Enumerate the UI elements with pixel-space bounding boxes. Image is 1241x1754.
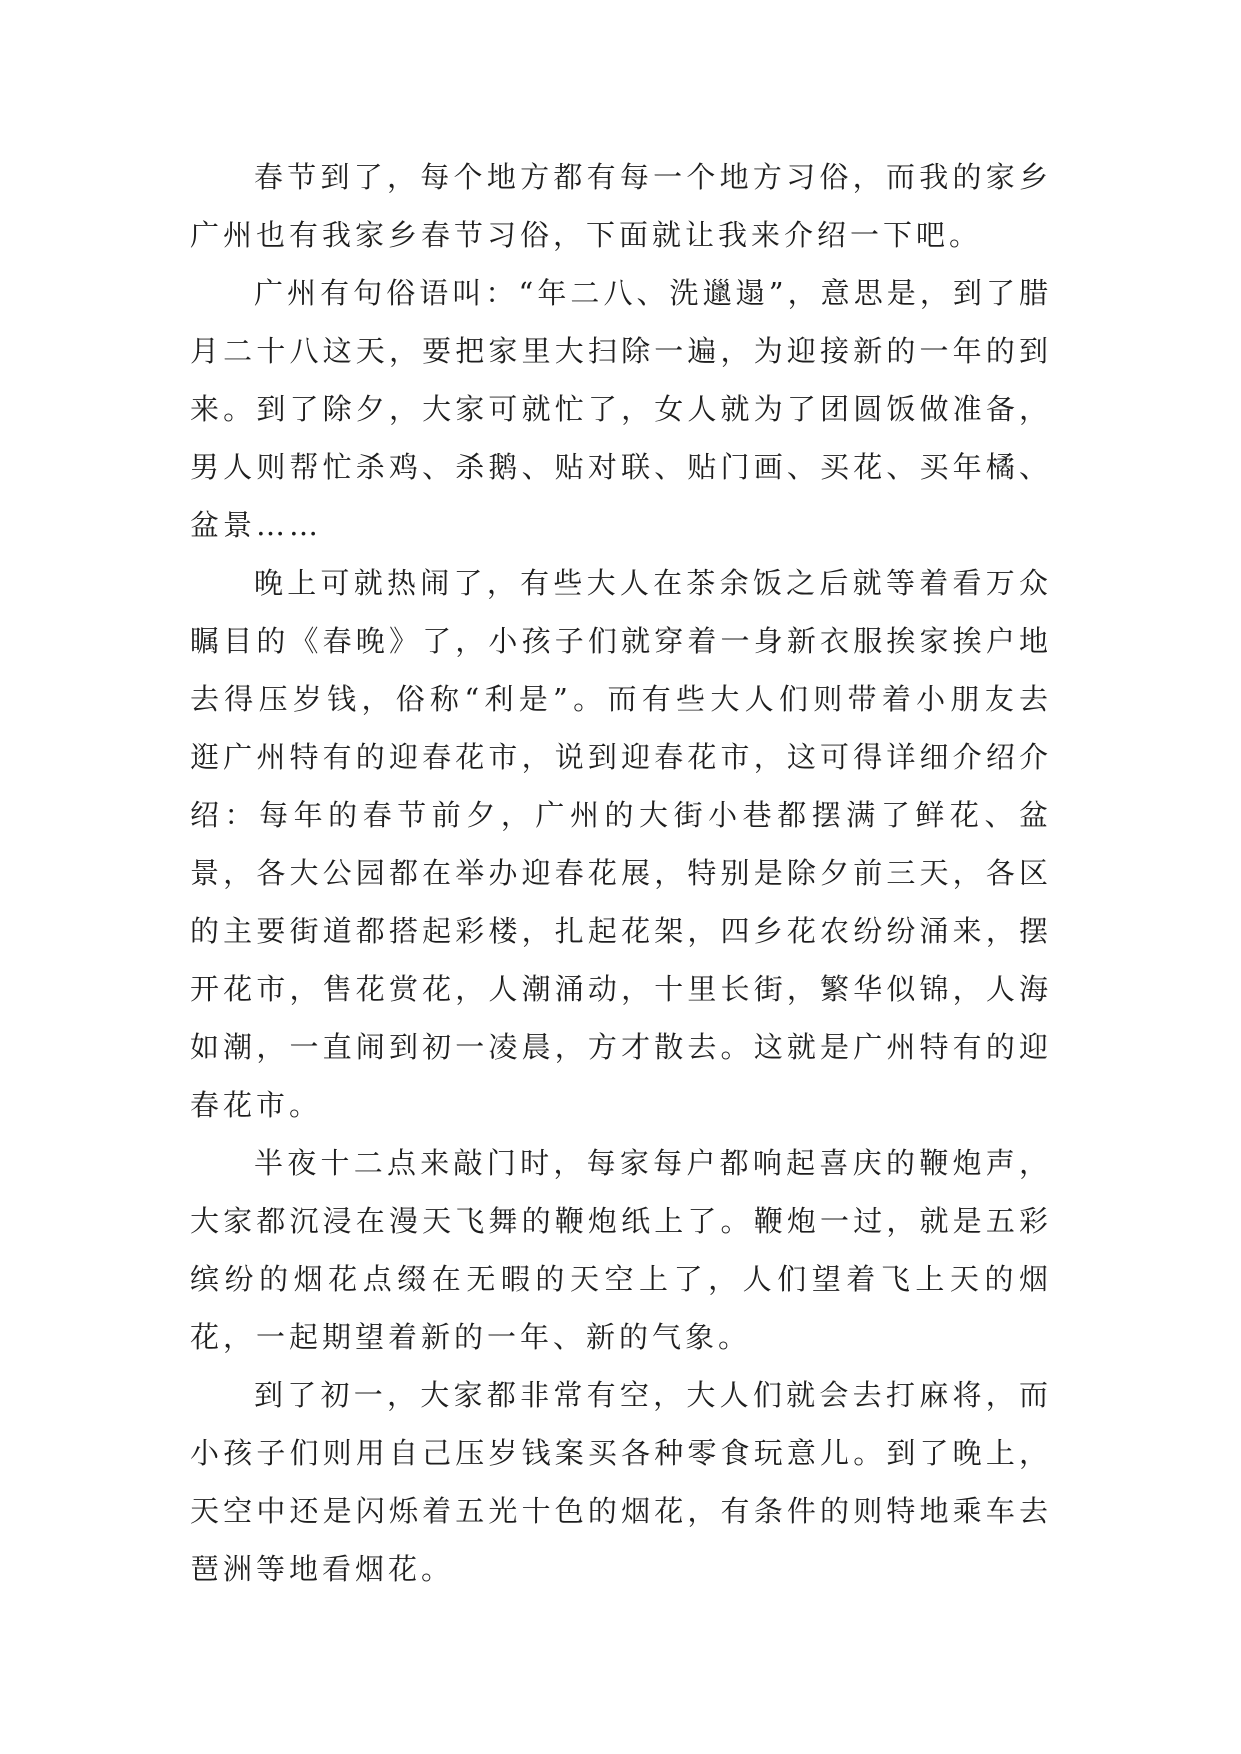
paragraph-new-year-day: 到了初一，大家都非常有空，大人们就会去打麻将，而小孩子们则用自己压岁钱案买各种零食玩意儿。到了晚上，天空中还是闪烁着五光十色的烟花，有条件的则特地乘车去琶洲等地看烟花。: [190, 1378, 1052, 1586]
paragraph-year-28: 广州有句俗语叫：“年二八、洗邋遢”，意思是，到了腊月二十八这天，要把家里大扫除一遍，为迎接新的一年的到来。到了除夕，大家可就忙了，女人就为了团圆饭做准备，男人则帮忙杀鸡、杀鹅、贴对联、贴门画、买花、买年橘、盆景……: [190, 276, 1052, 542]
paragraph-midnight-firecrackers: 半夜十二点来敲门时，每家每户都响起喜庆的鞭炮声，大家都沉浸在漫天飞舞的鞭炮纸上了。鞭炮一过，就是五彩缤纷的烟花点缀在无暇的天空上了，人们望着飞上天的烟花，一起期望着新的一年、新的气象。: [190, 1146, 1052, 1354]
paragraph-intro: 春节到了，每个地方都有每一个地方习俗，而我的家乡广州也有我家乡春节习俗，下面就让我来介绍一下吧。: [190, 160, 1052, 252]
document-body: [190, 148, 1052, 1598]
paragraph-flower-market: 晚上可就热闹了，有些大人在茶余饭之后就等着看万众瞩目的《春晚》了，小孩子们就穿着一身新衣服挨家挨户地去得压岁钱，俗称“利是”。而有些大人们则带着小朋友去逛广州特有的迎春花市，说到迎春花市，这可得详细介绍介绍：每年的春节前夕，广州的大街小巷都摆满了鲜花、盆景，各大公园都在举办迎春花展，特别是除夕前三天，各区的主要街道都搭起彩楼，扎起花架，四乡花农纷纷涌来，摆开花市，售花赏花，人潮涌动，十里长街，繁华似锦，人海如潮，一直闹到初一凌晨，方才散去。这就是广州特有的迎春花市。: [190, 566, 1052, 1122]
